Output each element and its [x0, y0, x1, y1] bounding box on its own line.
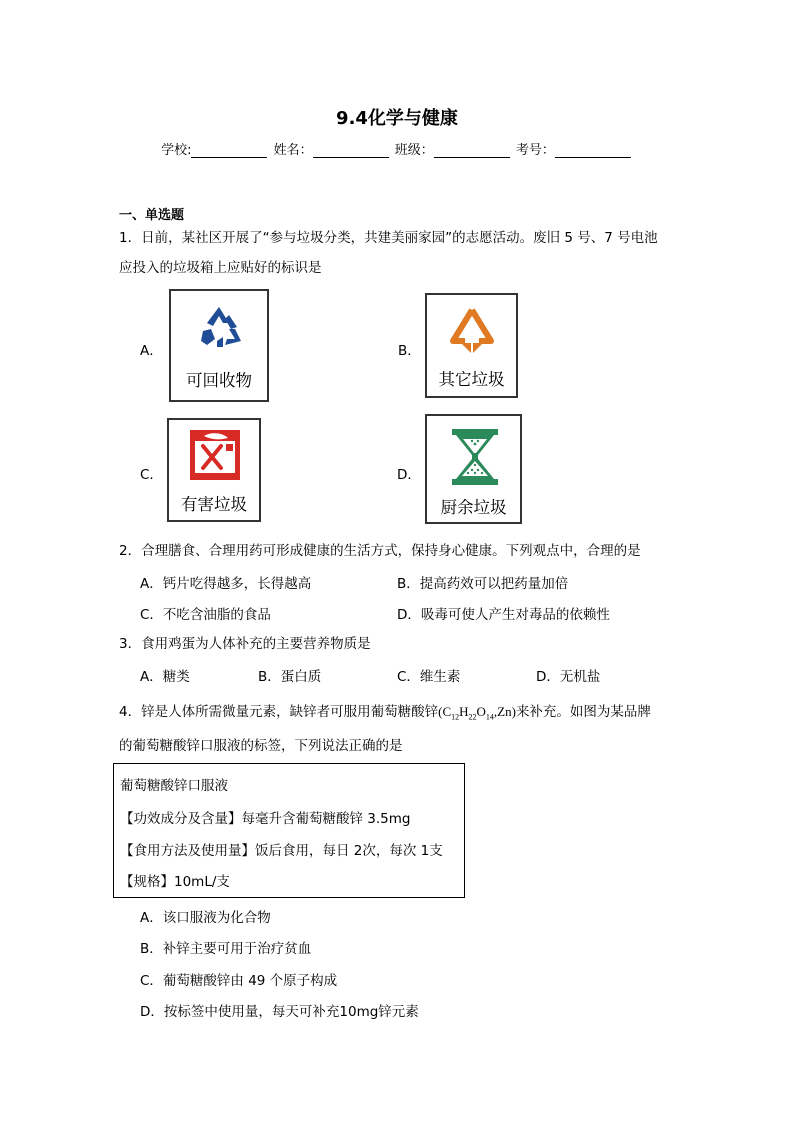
- q1-option-a-letter: A．: [140, 343, 163, 359]
- formula-zn: ,Zn: [493, 704, 512, 719]
- formula-o: O: [476, 704, 486, 719]
- hazardous-waste-sign-text: 有害垃圾: [181, 495, 247, 514]
- label-product-name: 葡萄糖酸锌口服液: [120, 778, 228, 794]
- label-usage-value: 饭后食用，每日 2次，每次 1支: [255, 843, 443, 859]
- kitchen-waste-sign: [425, 414, 522, 524]
- hourglass-icon: [448, 427, 502, 487]
- q1-option-b-letter: B．: [398, 343, 421, 359]
- exam-number-blank: [555, 143, 631, 158]
- zinc-gluconate-formula: $(C_{12}H_{22}O_{14},Zn)$: [438, 704, 516, 722]
- q2-option-a: A．钙片吃得越多，长得越高: [140, 576, 312, 592]
- q2-option-d: D．吸毒可使人产生对毒品的依赖性: [397, 607, 610, 623]
- class-blank: [434, 143, 510, 158]
- q3-option-b: B．蛋白质: [258, 669, 322, 685]
- q1-option-c-letter: C．: [140, 467, 163, 483]
- name-blank: [313, 143, 389, 158]
- q3-option-c: C．维生素: [397, 669, 461, 685]
- q4-stem-line1: [119, 702, 651, 728]
- label-spec-key: 【规格】: [120, 874, 174, 890]
- section-heading: 一、单选题: [119, 208, 185, 223]
- other-waste-sign: [425, 293, 518, 398]
- recycle-icon: [193, 301, 245, 353]
- formula-h: H: [459, 704, 469, 719]
- q3-option-a: A．糖类: [140, 669, 190, 685]
- q4-option-c: C．葡萄糖酸锌由 49 个原子构成: [140, 973, 338, 989]
- other-waste-sign-text: 其它垃圾: [438, 370, 505, 389]
- q2-option-b: B．提高药效可以把药量加倍: [397, 576, 569, 592]
- q4-stem-pre: 4．锌是人体所需微量元素，缺锌者可服用葡萄糖酸锌: [119, 704, 439, 720]
- school-label: 学校:: [161, 143, 192, 158]
- q3-option-d: D．无机盐: [536, 669, 601, 685]
- other-waste-icon: [447, 305, 497, 357]
- label-ingredient-key: 【功效成分及含量】: [120, 811, 242, 827]
- recyclable-sign-text: 可回收物: [186, 371, 252, 390]
- label-usage-key: 【食用方法及使用量】: [120, 843, 255, 859]
- q1-stem-line1: 1．日前，某社区开展了“参与垃圾分类，共建美丽家园”的志愿活动。废旧 5 号、7 号电池: [119, 230, 658, 246]
- q4-stem-post: 来补充。如图为某品牌: [515, 704, 651, 720]
- q2-stem: 2．合理膳食、合理用药可形成健康的生活方式，保持身心健康。下列观点中，合理的是: [119, 543, 641, 559]
- page-title: 9.4化学与健康: [336, 108, 458, 129]
- exam-number-label: 考号：: [515, 143, 555, 158]
- school-blank: [191, 143, 267, 158]
- name-label: 姓名：: [273, 143, 313, 158]
- kitchen-waste-sign-text: 厨余垃圾: [440, 498, 507, 517]
- formula-c: C: [442, 704, 452, 719]
- hazardous-waste-sign: [167, 418, 261, 522]
- label-usage-line: [120, 839, 443, 859]
- formula-c-sub: 12: [451, 712, 460, 722]
- hazardous-icon: [190, 430, 240, 480]
- label-ingredient-line: [120, 807, 410, 827]
- label-spec-line: [120, 870, 230, 890]
- q4-option-d: D．按标签中使用量，每天可补充10mg锌元素: [140, 1004, 419, 1020]
- recyclable-sign: [169, 289, 269, 402]
- label-ingredient-value: 每毫升含葡萄糖酸锌 3.5mg: [241, 811, 411, 827]
- formula-o-sub: 14: [485, 712, 494, 722]
- q4-option-b: B．补锌主要可用于治疗贫血: [140, 941, 312, 957]
- q1-option-d-letter: D．: [397, 467, 421, 483]
- label-spec-value: 10mL/支: [174, 874, 230, 890]
- student-info-line: [0, 139, 794, 158]
- q4-option-a: A．该口服液为化合物: [140, 910, 271, 926]
- q4-stem-line2: 的葡萄糖酸锌口服液的标签，下列说法正确的是: [119, 738, 403, 754]
- q2-option-c: C．不吃含油脂的食品: [140, 607, 271, 623]
- formula-h-sub: 22: [468, 712, 477, 722]
- product-label-box: [113, 763, 465, 898]
- q3-stem: 3．食用鸡蛋为人体补充的主要营养物质是: [119, 636, 371, 652]
- q1-stem-line2: 应投入的垃圾箱上应贴好的标识是: [119, 260, 322, 276]
- class-label: 班级：: [394, 143, 434, 158]
